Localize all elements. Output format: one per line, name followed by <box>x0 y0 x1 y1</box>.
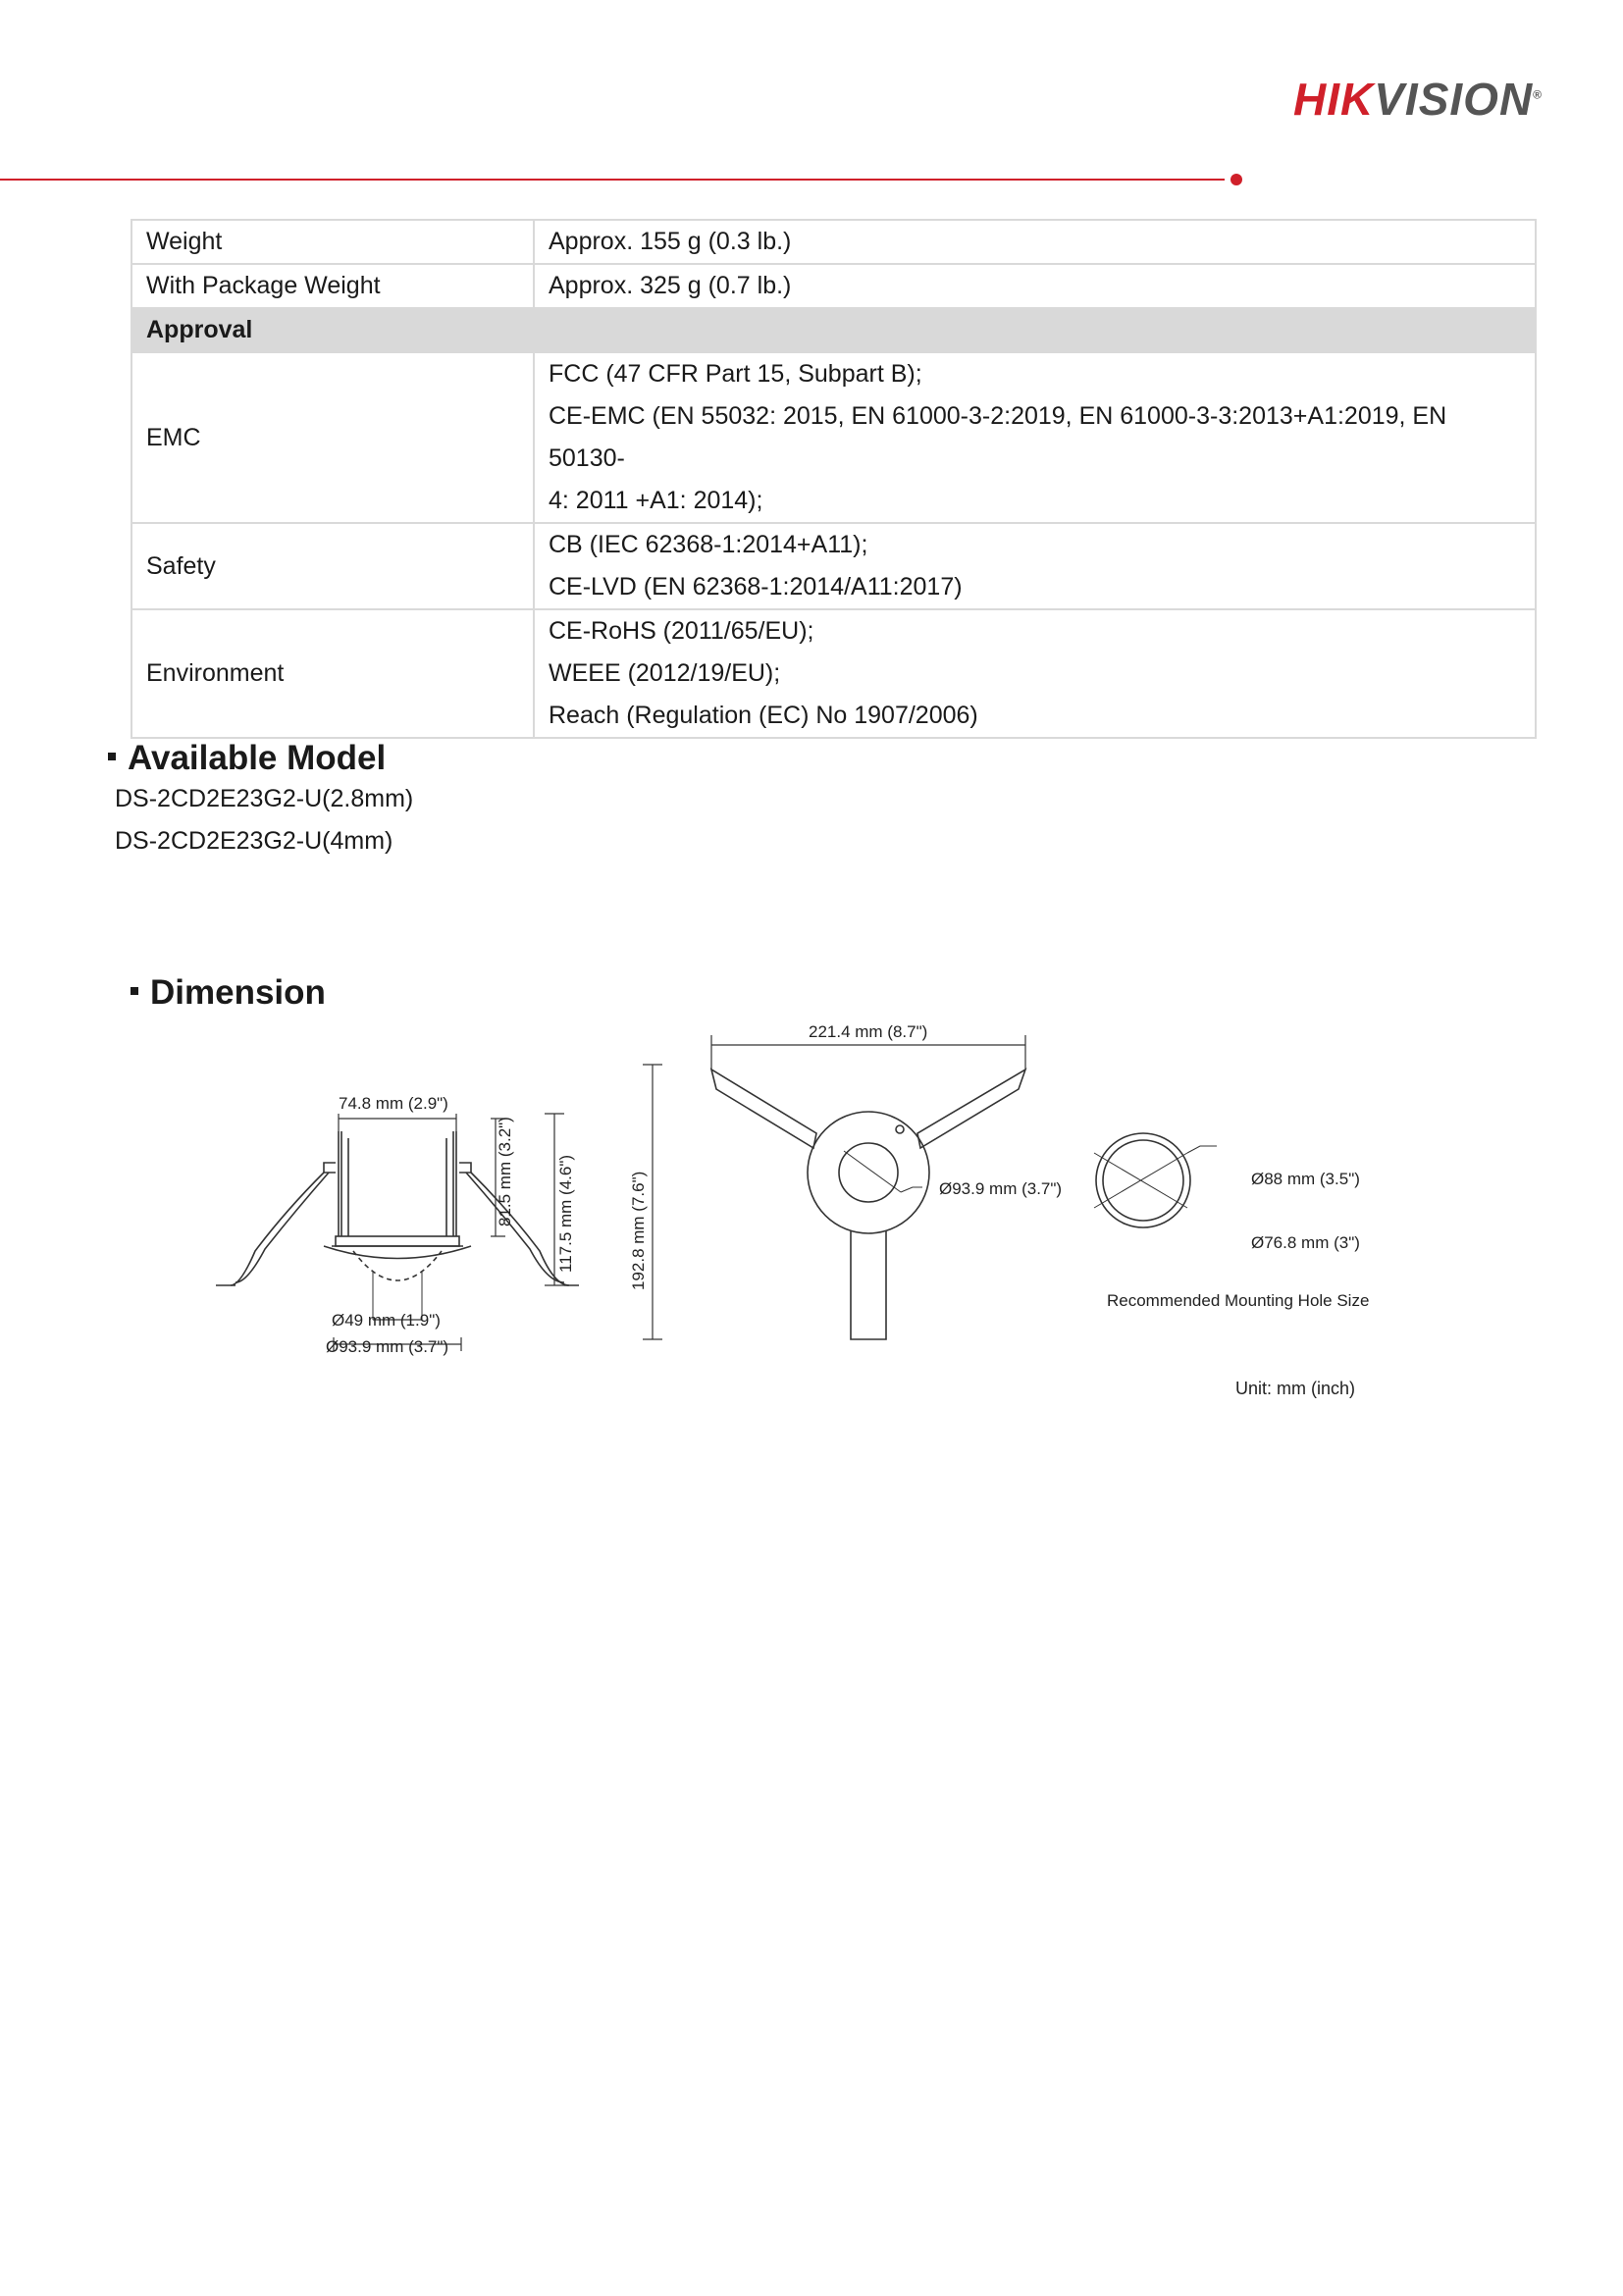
label-h2: 117.5 mm (4.6") <box>556 1154 575 1273</box>
spec-value <box>534 523 1536 609</box>
label-span: 221.4 mm (8.7") <box>809 1022 928 1041</box>
label-unit: Unit: mm (inch) <box>1235 1379 1356 1398</box>
spec-value-line: CE-EMC (EN 55032: 2015, EN 61000-3-2:2019, EN 61000-3-3:2013+A1:2019, EN 50130- <box>549 402 1447 472</box>
logo-gray: VISION <box>1374 74 1534 125</box>
logo <box>1293 73 1543 126</box>
label-hole-outer: Ø88 mm (3.5") <box>1251 1170 1360 1188</box>
section-row <box>131 308 1536 352</box>
spec-key: With Package Weight <box>131 264 534 308</box>
header-rule <box>0 179 1225 181</box>
spec-value <box>534 264 1536 308</box>
spec-value-line: CE-RoHS (2011/65/EU); <box>549 617 814 645</box>
mounting-hole <box>1094 1133 1217 1227</box>
spec-table <box>131 219 1537 739</box>
spec-value-line: 4: 2011 +A1: 2014); <box>549 487 763 514</box>
section-label: Approval <box>131 308 1536 352</box>
dimension-heading <box>131 973 326 1013</box>
label-d-bottom-large: Ø93.9 mm (3.7") <box>326 1337 449 1356</box>
label-d-bottom-small: Ø49 mm (1.9") <box>332 1311 441 1330</box>
spec-value <box>534 352 1536 523</box>
spec-row <box>131 609 1536 738</box>
spec-row <box>131 220 1536 264</box>
label-d-top-view: Ø93.9 mm (3.7") <box>939 1179 1063 1198</box>
spec-key: Environment <box>131 609 534 738</box>
available-model-title: Available Model <box>128 739 387 777</box>
spec-value-line: Approx. 325 g (0.7 lb.) <box>549 272 792 299</box>
label-top-width: 74.8 mm (2.9") <box>339 1094 448 1113</box>
label-h3: 192.8 mm (7.6") <box>629 1171 648 1290</box>
spec-value-line: Reach (Regulation (EC) No 1907/2006) <box>549 702 978 729</box>
model-item: DS-2CD2E23G2-U(2.8mm) <box>115 785 414 812</box>
spec-key: EMC <box>131 352 534 523</box>
spec-key: Weight <box>131 220 534 264</box>
spec-value-line: CE-LVD (EN 62368-1:2014/A11:2017) <box>549 573 963 600</box>
registered-mark: ® <box>1533 87 1544 102</box>
spec-value <box>534 609 1536 738</box>
dimension-drawing <box>216 1016 1433 1418</box>
spec-row <box>131 264 1536 308</box>
label-hole-inner: Ø76.8 mm (3") <box>1251 1233 1360 1252</box>
spec-row <box>131 523 1536 609</box>
heading-bullet <box>131 987 138 995</box>
spec-value-line: FCC (47 CFR Part 15, Subpart B); <box>549 360 922 388</box>
label-h1: 81.5 mm (3.2") <box>496 1117 514 1226</box>
spec-row <box>131 352 1536 523</box>
spec-value-line: Approx. 155 g (0.3 lb.) <box>549 228 792 255</box>
model-item: DS-2CD2E23G2-U(4mm) <box>115 827 393 855</box>
available-model-heading <box>108 739 386 778</box>
spec-key: Safety <box>131 523 534 609</box>
dimension-title: Dimension <box>150 973 326 1012</box>
logo-red: HIK <box>1293 74 1375 125</box>
header-rule-dot <box>1230 174 1242 185</box>
spec-value <box>534 220 1536 264</box>
spec-value-line: CB (IEC 62368-1:2014+A11); <box>549 531 868 558</box>
heading-bullet <box>108 753 116 760</box>
spec-value-line: WEEE (2012/19/EU); <box>549 659 781 687</box>
label-hole-caption: Recommended Mounting Hole Size <box>1107 1291 1370 1310</box>
